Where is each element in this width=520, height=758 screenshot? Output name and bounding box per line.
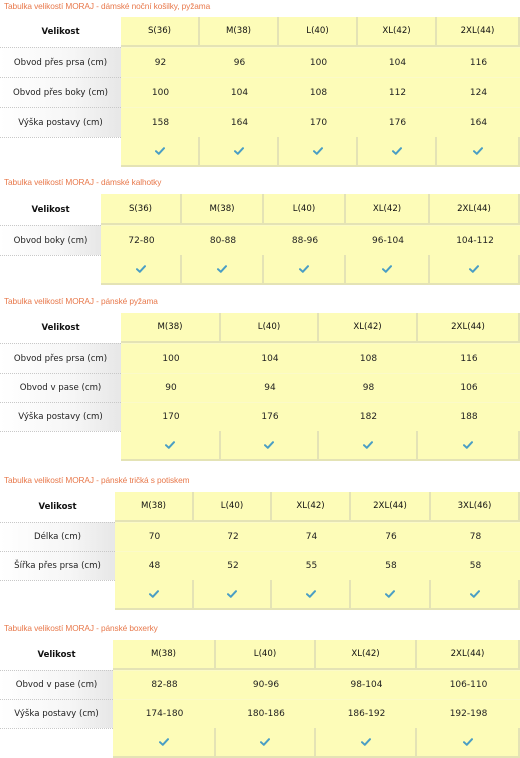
checkmark-icon xyxy=(361,738,371,746)
checkmark-icon xyxy=(299,265,309,273)
check-cell xyxy=(346,255,430,285)
blank-cell xyxy=(0,137,121,167)
table-header-row xyxy=(0,17,520,47)
table-cell: 98 xyxy=(319,373,418,402)
table-cell: 72 xyxy=(194,522,272,551)
size-header: XL(42) xyxy=(346,194,430,225)
size-header: M(38) xyxy=(121,313,221,343)
size-header: XL(42) xyxy=(358,17,437,47)
check-row xyxy=(0,580,520,610)
table-row xyxy=(0,551,520,580)
row-label: Obvod v pase (cm) xyxy=(0,670,113,699)
table-caption: Tabulka velikostí MORAJ - dámské noční košilky, pyžama xyxy=(4,1,211,11)
table-cell: 188 xyxy=(418,402,520,431)
checkmark-icon xyxy=(149,590,159,598)
size-header: 2XL(44) xyxy=(417,640,520,670)
size-header: 3XL(46) xyxy=(431,492,520,522)
table-row xyxy=(0,47,520,77)
checkmark-icon xyxy=(463,441,473,449)
table-cell: 52 xyxy=(194,551,272,580)
table-cell: 55 xyxy=(272,551,351,580)
table-cell: 72-80 xyxy=(101,225,182,255)
size-header: XL(42) xyxy=(316,640,417,670)
row-label: Výška postavy (cm) xyxy=(0,402,121,431)
table-cell: 124 xyxy=(437,77,520,107)
size-header: M(38) xyxy=(200,17,279,47)
blank-cell xyxy=(0,728,113,758)
table-cell: 104-112 xyxy=(430,225,520,255)
check-row xyxy=(0,255,520,285)
table-cell: 74 xyxy=(272,522,351,551)
table-cell: 94 xyxy=(221,373,319,402)
check-cell xyxy=(121,431,221,461)
table-cell: 58 xyxy=(431,551,520,580)
check-row xyxy=(0,431,520,461)
size-header: L(40) xyxy=(264,194,346,225)
check-cell xyxy=(182,255,264,285)
checkmark-icon xyxy=(313,147,323,155)
table-row xyxy=(0,343,520,373)
size-header: L(40) xyxy=(221,313,319,343)
checkmark-icon xyxy=(392,147,402,155)
table-cell: 90 xyxy=(121,373,221,402)
size-header: 2XL(44) xyxy=(437,17,520,47)
checkmark-icon xyxy=(234,147,244,155)
table-cell: 88-96 xyxy=(264,225,346,255)
check-cell xyxy=(351,580,431,610)
checkmark-icon xyxy=(260,738,270,746)
check-cell xyxy=(216,728,316,758)
size-header: S(36) xyxy=(121,17,200,47)
size-table xyxy=(0,492,520,610)
row-label: Obvod přes prsa (cm) xyxy=(0,47,121,77)
checkmark-icon xyxy=(469,265,479,273)
table-cell: 58 xyxy=(351,551,431,580)
check-cell xyxy=(221,431,319,461)
table-row xyxy=(0,373,520,402)
checkmark-icon xyxy=(306,590,316,598)
table-cell: 76 xyxy=(351,522,431,551)
table-caption: Tabulka velikostí MORAJ - dámské kalhotky xyxy=(4,177,162,187)
table-cell: 80-88 xyxy=(182,225,264,255)
size-header: M(38) xyxy=(115,492,194,522)
row-label: Šířka přes prsa (cm) xyxy=(0,551,115,580)
table-cell: 180-186 xyxy=(216,699,316,728)
size-header: L(40) xyxy=(279,17,358,47)
table-caption: Tabulka velikostí MORAJ - pánské pyžama xyxy=(4,296,158,306)
size-header: M(38) xyxy=(113,640,216,670)
header-label: Velikost xyxy=(37,650,76,660)
check-cell xyxy=(417,728,520,758)
blank-cell xyxy=(0,255,101,285)
blank-cell xyxy=(0,580,115,610)
check-cell xyxy=(430,255,520,285)
check-cell xyxy=(279,137,358,167)
table-cell: 116 xyxy=(437,47,520,77)
size-table xyxy=(0,17,520,167)
table-cell: 78 xyxy=(431,522,520,551)
size-table xyxy=(0,194,520,285)
table-cell: 82-88 xyxy=(113,670,216,699)
table-cell: 112 xyxy=(358,77,437,107)
size-header: M(38) xyxy=(182,194,264,225)
size-header: 2XL(44) xyxy=(351,492,431,522)
table-caption: Tabulka velikostí MORAJ - pánské tričká s potiskem xyxy=(4,475,190,485)
table-cell: 182 xyxy=(319,402,418,431)
check-cell xyxy=(319,431,418,461)
table-cell: 96 xyxy=(200,47,279,77)
row-label: Výška postavy (cm) xyxy=(0,699,113,728)
blank-cell xyxy=(0,431,121,461)
table-row xyxy=(0,402,520,431)
checkmark-icon xyxy=(473,147,483,155)
table-header-row xyxy=(0,640,520,670)
table-header-row xyxy=(0,194,520,225)
table-cell: 104 xyxy=(200,77,279,107)
row-label: Délka (cm) xyxy=(0,522,115,551)
table-cell: 106-110 xyxy=(417,670,520,699)
table-cell: 170 xyxy=(121,402,221,431)
check-cell xyxy=(121,137,200,167)
checkmark-icon xyxy=(136,265,146,273)
check-cell xyxy=(418,431,520,461)
check-cell xyxy=(101,255,182,285)
table-cell: 100 xyxy=(121,77,200,107)
size-header: L(40) xyxy=(194,492,272,522)
table-cell: 70 xyxy=(115,522,194,551)
checkmark-icon xyxy=(470,590,480,598)
checkmark-icon xyxy=(227,590,237,598)
check-cell xyxy=(431,580,520,610)
checkmark-icon xyxy=(165,441,175,449)
size-header: 2XL(44) xyxy=(430,194,520,225)
check-cell xyxy=(194,580,272,610)
table-cell: 116 xyxy=(418,343,520,373)
table-cell: 164 xyxy=(200,107,279,137)
table-cell: 90-96 xyxy=(216,670,316,699)
table-row xyxy=(0,699,520,728)
table-cell: 96-104 xyxy=(346,225,430,255)
check-cell xyxy=(264,255,346,285)
check-cell xyxy=(316,728,417,758)
table-cell: 92 xyxy=(121,47,200,77)
check-cell xyxy=(437,137,520,167)
checkmark-icon xyxy=(463,738,473,746)
table-cell: 176 xyxy=(221,402,319,431)
row-label: Obvod přes prsa (cm) xyxy=(0,343,121,373)
header-label: Velikost xyxy=(31,204,70,215)
table-cell: 100 xyxy=(279,47,358,77)
row-label: Obvod boky (cm) xyxy=(0,225,101,255)
table-row xyxy=(0,522,520,551)
table-cell: 106 xyxy=(418,373,520,402)
size-header: XL(42) xyxy=(272,492,351,522)
check-cell xyxy=(200,137,279,167)
header-label: Velikost xyxy=(41,323,80,333)
table-header-row xyxy=(0,492,520,522)
check-row xyxy=(0,137,520,167)
table-header-row xyxy=(0,313,520,343)
table-cell: 48 xyxy=(115,551,194,580)
row-label: Výška postavy (cm) xyxy=(0,107,121,137)
checkmark-icon xyxy=(382,265,392,273)
table-row xyxy=(0,107,520,137)
check-cell xyxy=(115,580,194,610)
check-row xyxy=(0,728,520,758)
checkmark-icon xyxy=(385,590,395,598)
table-cell: 192-198 xyxy=(417,699,520,728)
table-cell: 108 xyxy=(279,77,358,107)
size-table xyxy=(0,640,520,758)
table-row xyxy=(0,670,520,699)
checkmark-icon xyxy=(155,147,165,155)
table-cell: 164 xyxy=(437,107,520,137)
table-cell: 170 xyxy=(279,107,358,137)
table-cell: 108 xyxy=(319,343,418,373)
table-row xyxy=(0,225,520,255)
size-header: 2XL(44) xyxy=(418,313,520,343)
size-header: L(40) xyxy=(216,640,316,670)
size-header: S(36) xyxy=(101,194,182,225)
check-cell xyxy=(358,137,437,167)
table-cell: 104 xyxy=(221,343,319,373)
row-label: Obvod přes boky (cm) xyxy=(0,77,121,107)
check-cell xyxy=(113,728,216,758)
table-row xyxy=(0,77,520,107)
table-cell: 98-104 xyxy=(316,670,417,699)
table-cell: 176 xyxy=(358,107,437,137)
table-caption: Tabulka velikostí MORAJ - pánské boxerky xyxy=(4,623,158,633)
size-header: XL(42) xyxy=(319,313,418,343)
header-label: Velikost xyxy=(41,27,80,37)
table-cell: 100 xyxy=(121,343,221,373)
table-cell: 186-192 xyxy=(316,699,417,728)
checkmark-icon xyxy=(363,441,373,449)
header-label: Velikost xyxy=(38,502,77,512)
check-cell xyxy=(272,580,351,610)
checkmark-icon xyxy=(264,441,274,449)
checkmark-icon xyxy=(217,265,227,273)
row-label: Obvod v pase (cm) xyxy=(0,373,121,402)
checkmark-icon xyxy=(159,738,169,746)
table-cell: 104 xyxy=(358,47,437,77)
table-cell: 174-180 xyxy=(113,699,216,728)
table-cell: 158 xyxy=(121,107,200,137)
size-table xyxy=(0,313,520,461)
